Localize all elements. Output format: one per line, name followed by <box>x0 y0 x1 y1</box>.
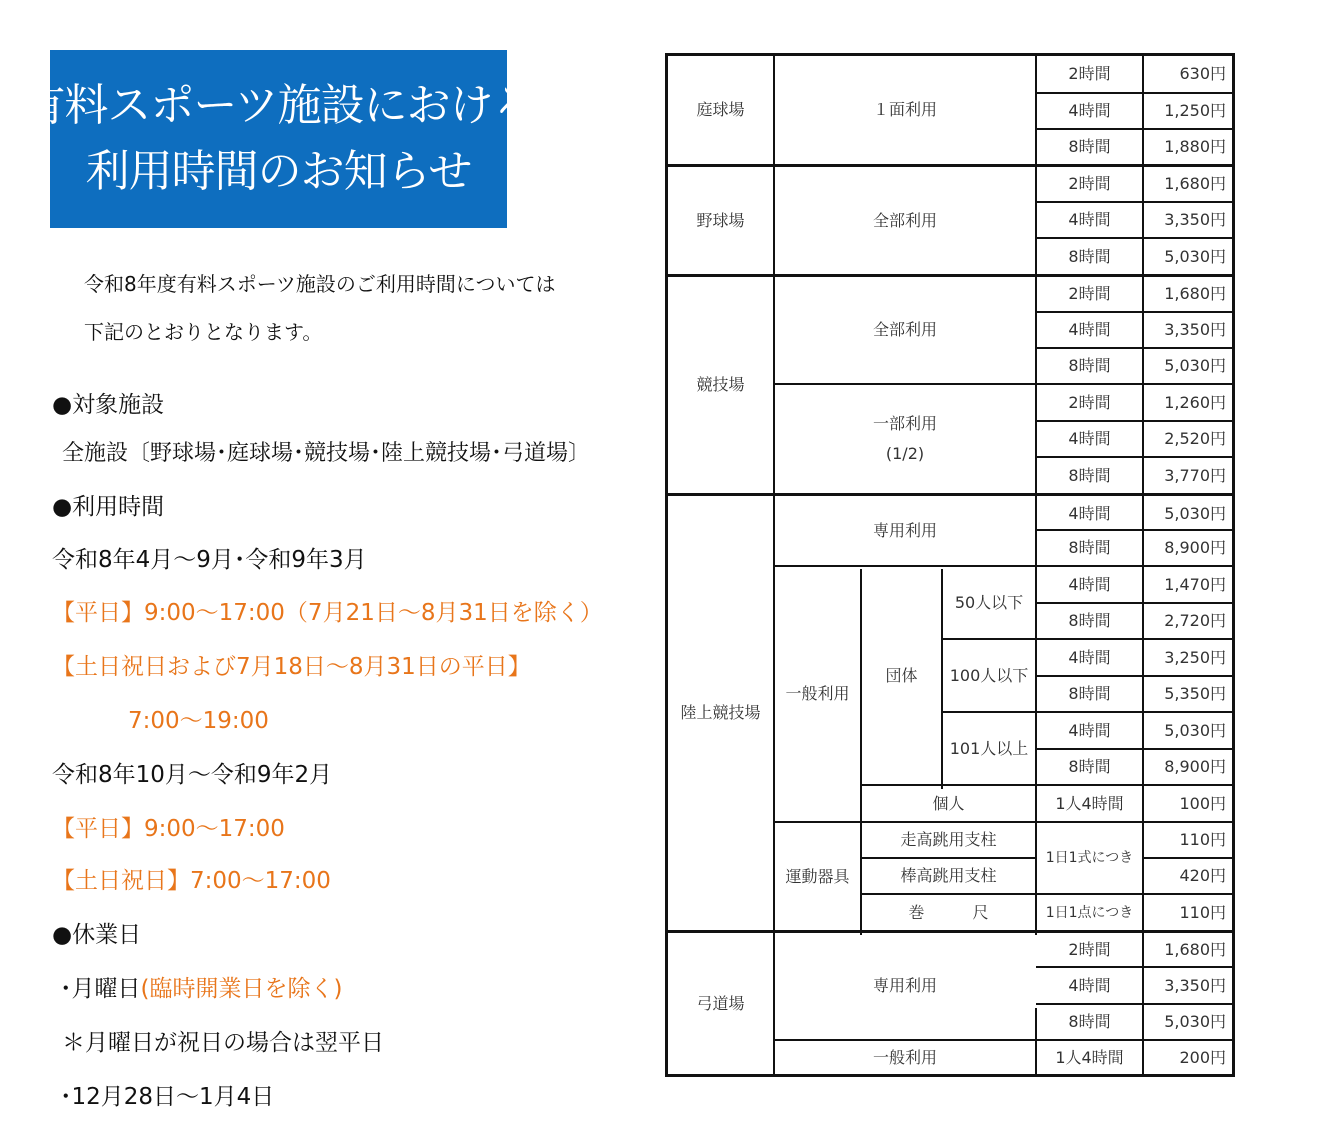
equipment-item: 棒高跳用支柱 <box>900 866 997 885</box>
time-cell: 4時間 <box>1068 503 1111 523</box>
price-cell: 2,720円 <box>1164 611 1226 630</box>
usage-stadium-partial-ratio: (1/2) <box>885 444 925 463</box>
time-cell: 1人4時間 <box>1055 793 1124 813</box>
time-cell: 8時間 <box>1068 757 1111 776</box>
time-cell: 8時間 <box>1068 611 1111 630</box>
price-cell: 8,900円 <box>1164 757 1226 776</box>
time-cell: 8時間 <box>1068 538 1111 557</box>
closed-heading: ●休業日 <box>52 922 142 948</box>
usage-track-general: 一般利用 <box>785 684 850 703</box>
equipment-unit-piece: 1日1点につき <box>1045 904 1134 921</box>
time-cell: 8時間 <box>1068 356 1111 375</box>
price-cell: 1,680円 <box>1164 174 1226 193</box>
time-cell: 4時間 <box>1068 647 1111 667</box>
usage-tennis: １面利用 <box>872 100 937 119</box>
fee-table <box>665 53 1235 1077</box>
period2-weekday: 【平日】9:00～17:00 <box>52 816 285 842</box>
time-cell: 2時間 <box>1068 64 1111 83</box>
price-cell: 630円 <box>1179 64 1226 83</box>
price-cell: 5,350円 <box>1164 684 1226 703</box>
track-group: 団体 <box>885 665 918 685</box>
time-cell: 4時間 <box>1068 100 1111 120</box>
intro-line-2: 下記のとおりとなります。 <box>84 320 323 344</box>
usage-stadium-partial-label: 一部利用 <box>872 414 937 433</box>
price-cell: 1,680円 <box>1164 939 1226 959</box>
price-cell: 8,900円 <box>1164 538 1226 557</box>
price-cell: 1,880円 <box>1164 136 1226 156</box>
price-cell: 1,470円 <box>1164 574 1226 594</box>
period2-label: 令和8年10月～令和9年2月 <box>52 762 333 788</box>
price-cell: 3,770円 <box>1164 465 1226 485</box>
title-banner <box>21 50 536 228</box>
price-cell: 3,350円 <box>1164 975 1226 995</box>
usage-archery-exclusive: 専用利用 <box>872 976 937 995</box>
title-line-2: 利用時間のお知らせ <box>85 146 472 197</box>
track-individual: 個人 <box>932 793 965 813</box>
facility-archery: 弓道場 <box>696 993 745 1013</box>
usage-stadium-partial <box>775 385 1035 493</box>
closed-monday-note: (臨時開業日を除く) <box>140 976 343 1002</box>
price-cell: 5,030円 <box>1164 503 1226 523</box>
time-cell: 4時間 <box>1068 720 1111 740</box>
price-cell: 420円 <box>1179 866 1226 885</box>
time-cell: 2時間 <box>1068 174 1111 193</box>
title-line-1: 有料スポーツ施設における <box>21 80 536 131</box>
price-cell: 110円 <box>1179 902 1226 922</box>
time-cell: 1人4時間 <box>1055 1047 1124 1067</box>
price-cell: 110円 <box>1179 830 1226 849</box>
price-cell: 1,260円 <box>1164 392 1226 412</box>
usage-stadium-full: 全部利用 <box>872 320 937 339</box>
intro-line-1: 令和8年度有料スポーツ施設のご利用時間については <box>84 272 556 296</box>
period1-holiday: 【土日祝日および7月18日～8月31日の平日】 <box>52 654 531 680</box>
price-cell: 1,680円 <box>1164 284 1226 303</box>
price-cell: 100円 <box>1179 793 1226 813</box>
price-cell: 5,030円 <box>1164 1012 1226 1031</box>
period1-weekday: 【平日】9:00～17:00（7月21日～8月31日を除く） <box>52 600 603 626</box>
equipment-item: 走高跳用支柱 <box>900 830 997 849</box>
time-cell: 4時間 <box>1068 574 1111 594</box>
price-cell: 5,030円 <box>1164 356 1226 375</box>
time-cell: 4時間 <box>1068 320 1111 339</box>
facilities-heading: ●対象施設 <box>52 392 165 418</box>
time-cell: 8時間 <box>1068 246 1111 266</box>
group-tier-size: 100人以下 <box>949 665 1029 685</box>
usage-track-exclusive: 専用利用 <box>872 520 937 540</box>
time-cell: 8時間 <box>1068 1012 1111 1031</box>
time-cell: 2時間 <box>1068 284 1111 303</box>
time-cell: 8時間 <box>1068 684 1111 703</box>
price-cell: 3,350円 <box>1164 209 1226 229</box>
time-cell: 4時間 <box>1068 975 1111 995</box>
price-cell: 1,250円 <box>1164 100 1226 120</box>
closed-year-end: ･12月28日～1月4日 <box>60 1084 275 1110</box>
price-cell: 5,030円 <box>1164 720 1226 740</box>
price-cell: 2,520円 <box>1164 429 1226 448</box>
facility-baseball: 野球場 <box>696 210 745 230</box>
facility-tennis: 庭球場 <box>696 100 745 119</box>
time-cell: 4時間 <box>1068 429 1111 448</box>
price-cell: 5,030円 <box>1164 246 1226 266</box>
closed-holiday-note: ＊月曜日が祝日の場合は翌平日 <box>62 1030 384 1056</box>
usage-baseball: 全部利用 <box>872 210 937 230</box>
time-cell: 8時間 <box>1068 465 1111 485</box>
facility-stadium: 競技場 <box>696 375 745 394</box>
time-cell: 2時間 <box>1068 939 1111 959</box>
group-tier-size: 101人以上 <box>949 738 1029 758</box>
period2-holiday: 【土日祝日】7:00～17:00 <box>52 868 331 894</box>
price-cell: 3,350円 <box>1164 320 1226 339</box>
price-cell: 3,250円 <box>1164 647 1226 667</box>
time-cell: 4時間 <box>1068 209 1111 229</box>
facility-track: 陸上競技場 <box>680 703 761 722</box>
equipment-item: 巻 尺 <box>908 902 989 922</box>
period1-holiday-time: 7:00～19:00 <box>128 708 269 734</box>
group-tier-size: 50人以下 <box>954 592 1024 612</box>
facilities-list: 全施設〔野球場･庭球場･競技場･陸上競技場･弓道場〕 <box>62 441 591 466</box>
track-equipment: 運動器具 <box>785 866 850 886</box>
time-cell: 8時間 <box>1068 136 1111 156</box>
closed-monday <box>60 970 342 1003</box>
time-cell: 2時間 <box>1068 392 1111 412</box>
equipment-unit-set: 1日1式につき <box>1045 850 1134 866</box>
closed-monday-prefix: ･月曜日 <box>60 976 141 1002</box>
usage-archery-general: 一般利用 <box>872 1047 937 1067</box>
hours-heading: ●利用時間 <box>52 494 165 520</box>
price-cell: 200円 <box>1179 1047 1226 1067</box>
period1-label: 令和8年4月～9月･令和9年3月 <box>52 547 367 573</box>
